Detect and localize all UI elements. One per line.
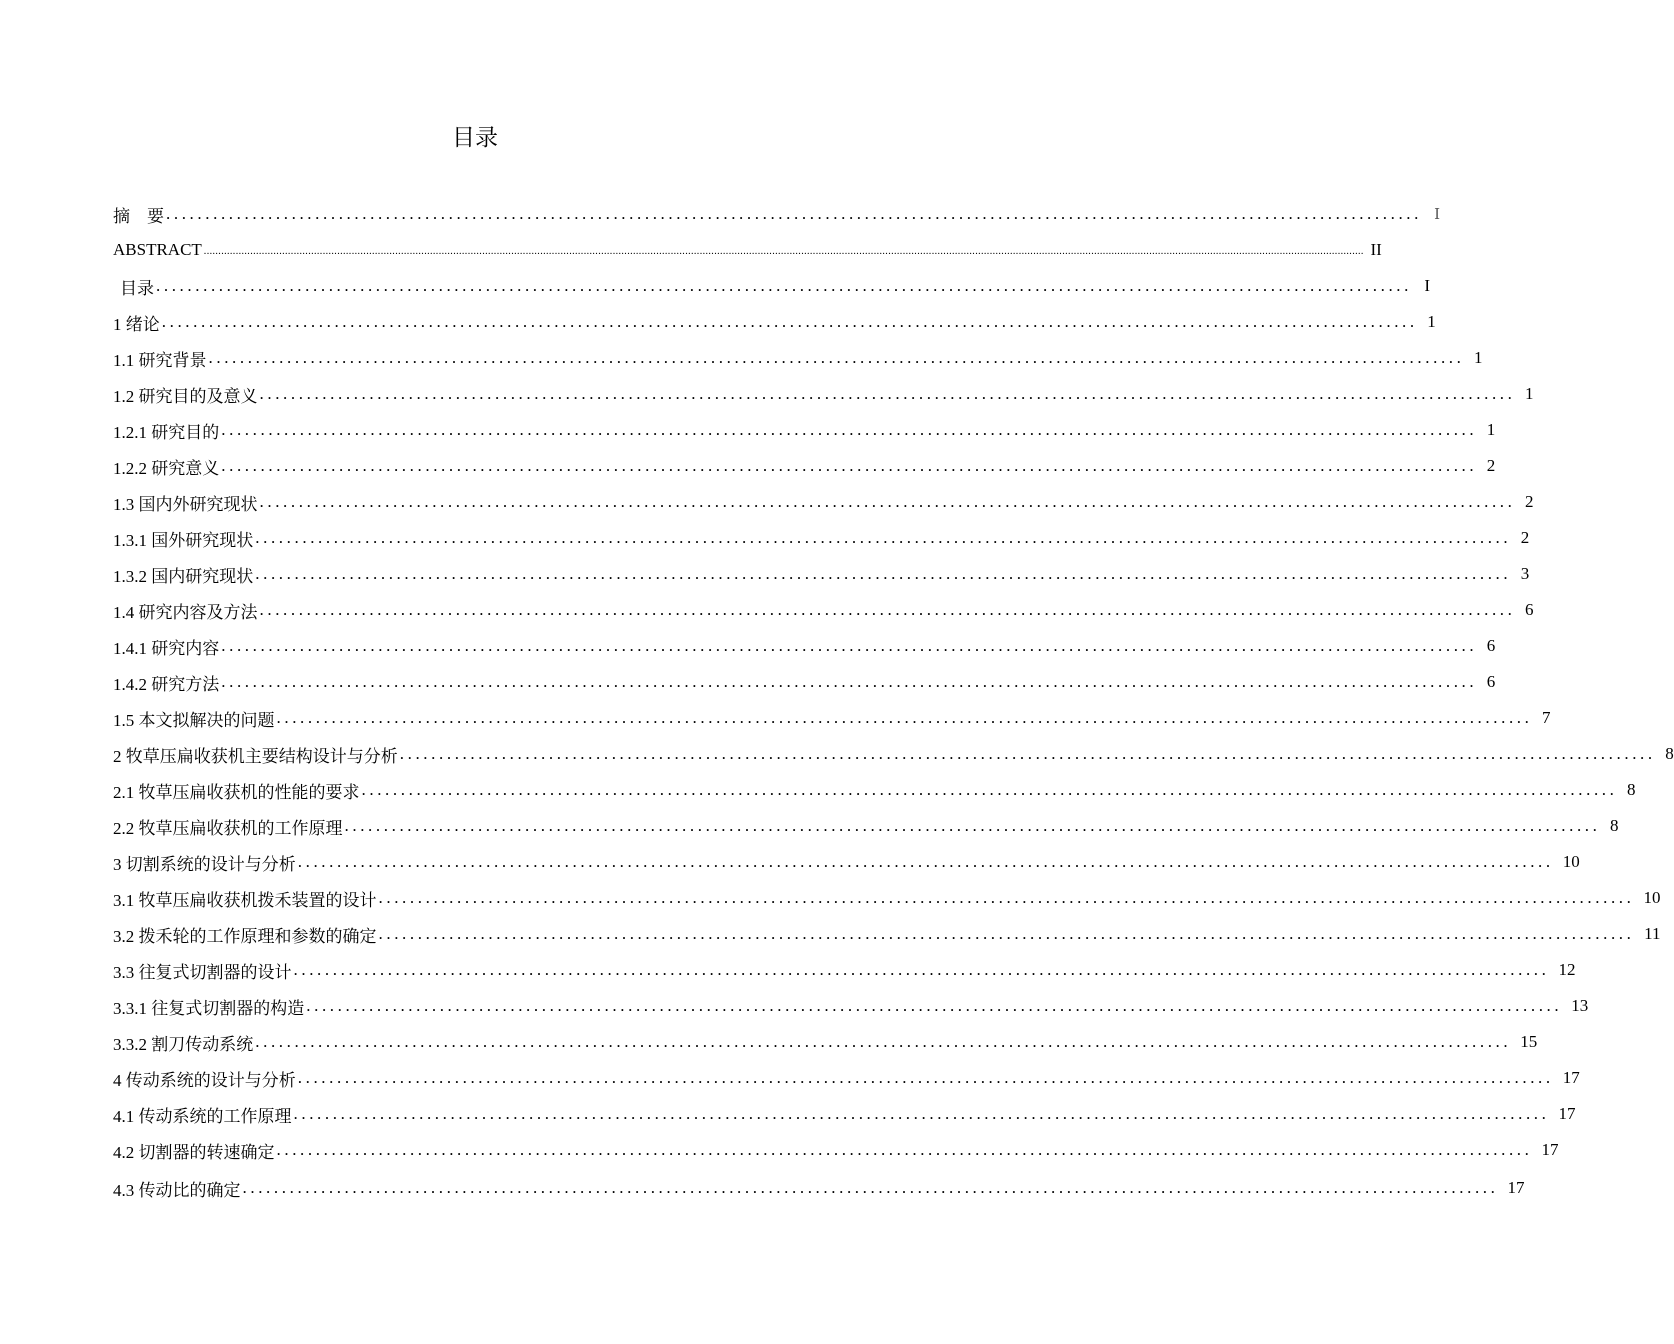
toc-entry-title: 2.2 牧草压扁收获机的工作原理 bbox=[113, 818, 343, 838]
toc-dot-leader: ................................................................................................................................................................ bbox=[378, 888, 1635, 907]
toc-entry[interactable] bbox=[113, 1024, 1538, 1060]
toc-entry-title: 2 牧草压扁收获机主要结构设计与分析 bbox=[113, 746, 398, 766]
toc-dot-leader: ................................................................................................................................................................ bbox=[378, 924, 1635, 943]
toc-page-number: II bbox=[1370, 240, 1382, 259]
toc-entry[interactable] bbox=[113, 664, 1496, 700]
toc-entry-title: 3 切割系统的设计与分析 bbox=[113, 854, 296, 874]
toc-dot-leader: ................................................................................................................................................................ bbox=[293, 960, 1550, 979]
toc-entry[interactable] bbox=[113, 556, 1530, 592]
toc-entry-title: 2.1 牧草压扁收获机的性能的要求 bbox=[113, 782, 360, 802]
toc-page-number: 6 bbox=[1486, 636, 1496, 655]
toc-entry[interactable] bbox=[113, 988, 1589, 1024]
toc-entry[interactable] bbox=[113, 412, 1496, 448]
toc-page-number: 17 bbox=[1562, 1068, 1580, 1087]
toc-dot-leader: ................................................................................................................................................................ bbox=[255, 528, 1512, 547]
toc-entry-title: 3.3.2 割刀传动系统 bbox=[113, 1034, 254, 1054]
toc-entry[interactable] bbox=[113, 880, 1661, 916]
toc-dot-leader: ................................................................................................................................................................ bbox=[399, 744, 1656, 763]
toc-page-number: I bbox=[1424, 276, 1430, 295]
toc-dot-leader: ................................................................................................................................................................ bbox=[221, 420, 1478, 439]
toc-page-number: 6 bbox=[1486, 672, 1496, 691]
toc-entry[interactable] bbox=[113, 232, 1382, 268]
toc-entry-title: 1.4 研究内容及方法 bbox=[113, 602, 258, 622]
toc-entry[interactable] bbox=[113, 448, 1496, 484]
toc-dot-leader: ................................................................................................................................................................ bbox=[161, 312, 1418, 331]
toc-page-number: 17 bbox=[1541, 1140, 1559, 1159]
toc-entry-title: 目录 bbox=[120, 278, 154, 298]
toc-page-number: 2 bbox=[1486, 456, 1496, 475]
toc-entry[interactable] bbox=[113, 520, 1530, 556]
toc-entry-title: 4.1 传动系统的工作原理 bbox=[113, 1106, 292, 1126]
toc-page-number: 1 bbox=[1474, 348, 1483, 367]
toc-dot-leader: ................................................................................................................................................................ bbox=[259, 384, 1516, 403]
toc-page-number: 11 bbox=[1644, 924, 1661, 943]
toc-dot-leader: ................................................................................................................................................................ bbox=[297, 852, 1554, 871]
toc-dot-leader: ................................................................................................................................................................ bbox=[255, 1032, 1512, 1051]
toc-entry[interactable] bbox=[113, 592, 1534, 628]
toc-page-number: 15 bbox=[1520, 1032, 1538, 1051]
toc-page-number: Ⅰ bbox=[1434, 205, 1440, 223]
toc-dot-leader: ................................................................................................................................................................ bbox=[208, 348, 1465, 367]
toc-entry[interactable] bbox=[113, 484, 1534, 520]
toc-dot-leader: ................................................................................................................................................................ bbox=[297, 1068, 1554, 1087]
toc-dot-leader: ................................................................................................................................................................ bbox=[156, 276, 1412, 295]
toc-dot-leader: ................................................................................................................................................................ bbox=[221, 636, 1478, 655]
toc-entry-title: 1.4.2 研究方法 bbox=[113, 674, 220, 694]
table-of-contents bbox=[113, 196, 1674, 1208]
toc-dot-leader: ................................................................................................................................................................ bbox=[221, 456, 1478, 475]
toc-entry[interactable] bbox=[113, 340, 1483, 376]
toc-dot-leader: ................................................................................................................................................................ bbox=[221, 672, 1478, 691]
toc-page-number: 17 bbox=[1558, 1104, 1576, 1123]
toc-dot-leader: ................................................................................................................................................................ bbox=[361, 780, 1618, 799]
toc-entry-title: 1.3.1 国外研究现状 bbox=[113, 530, 254, 550]
toc-entry-title: 1.3.2 国内研究现状 bbox=[113, 566, 254, 586]
toc-entry[interactable] bbox=[113, 952, 1576, 988]
toc-dot-leader: ................................................................................................................................................................ bbox=[293, 1104, 1550, 1123]
toc-page-number: 13 bbox=[1571, 996, 1589, 1015]
toc-entry[interactable] bbox=[113, 304, 1436, 340]
toc-page-number: 1 bbox=[1486, 420, 1496, 439]
toc-dot-leader: ................................................................................................................................................................ bbox=[242, 1178, 1499, 1197]
toc-entry-title: 4.2 切割器的转速确定 bbox=[113, 1142, 275, 1162]
toc-page-number: 2 bbox=[1525, 492, 1534, 511]
toc-entry[interactable] bbox=[113, 196, 1440, 232]
toc-entry-title: 1.2 研究目的及意义 bbox=[113, 386, 258, 406]
toc-entry[interactable] bbox=[113, 1096, 1576, 1132]
toc-dot-leader: ................................................................................................................................................................ bbox=[255, 564, 1512, 583]
toc-dot-leader: ................................................................................................................................................................................................................................................................................................................................................................................................................ bbox=[203, 246, 1364, 257]
toc-page-number: 3 bbox=[1520, 564, 1530, 583]
toc-page-number: 10 bbox=[1643, 888, 1661, 907]
toc-dot-leader: ................................................................................................................................................................ bbox=[259, 492, 1516, 511]
toc-page-number: 8 bbox=[1610, 816, 1619, 835]
toc-page-number: 10 bbox=[1562, 852, 1580, 871]
toc-page-number: 8 bbox=[1627, 780, 1636, 799]
toc-page-number: 1 bbox=[1427, 312, 1436, 331]
toc-page-number: 1 bbox=[1525, 384, 1534, 403]
toc-dot-leader: ................................................................................................................................................................ bbox=[166, 204, 1422, 223]
toc-entry-title: 1.2.1 研究目的 bbox=[113, 422, 220, 442]
toc-entry[interactable] bbox=[113, 844, 1580, 880]
toc-entry[interactable] bbox=[113, 1060, 1580, 1096]
toc-dot-leader: ................................................................................................................................................................ bbox=[276, 708, 1533, 727]
toc-dot-leader: ................................................................................................................................................................ bbox=[344, 816, 1601, 835]
toc-entry[interactable] bbox=[113, 808, 1619, 844]
page-title: 目录 bbox=[452, 125, 498, 151]
toc-entry-title: 3.2 拨禾轮的工作原理和参数的确定 bbox=[113, 926, 377, 946]
toc-entry-title: 摘 要 bbox=[113, 206, 164, 226]
toc-entry-title: 3.3.1 往复式切割器的构造 bbox=[113, 998, 305, 1018]
toc-page-number: 6 bbox=[1525, 600, 1534, 619]
toc-entry[interactable] bbox=[113, 1168, 1525, 1208]
toc-dot-leader: ................................................................................................................................................................ bbox=[259, 600, 1516, 619]
toc-entry-title: 1.1 研究背景 bbox=[113, 350, 207, 370]
toc-entry-title: ABSTRACT bbox=[113, 240, 202, 259]
toc-entry-title: 1.3 国内外研究现状 bbox=[113, 494, 258, 514]
toc-page-number: 8 bbox=[1665, 744, 1674, 763]
toc-entry[interactable] bbox=[113, 1132, 1559, 1168]
toc-dot-leader: ................................................................................................................................................................ bbox=[306, 996, 1563, 1015]
toc-entry-title: 3.1 牧草压扁收获机拨禾装置的设计 bbox=[113, 890, 377, 910]
toc-entry[interactable] bbox=[113, 700, 1551, 736]
toc-entry-title: 3.3 往复式切割器的设计 bbox=[113, 962, 292, 982]
toc-dot-leader: ................................................................................................................................................................ bbox=[276, 1140, 1533, 1159]
toc-entry-title: 1 绪论 bbox=[113, 314, 160, 334]
toc-entry[interactable] bbox=[113, 772, 1636, 808]
toc-entry[interactable] bbox=[113, 268, 1430, 304]
toc-entry-title: 1.5 本文拟解决的问题 bbox=[113, 710, 275, 730]
toc-entry-title: 4.3 传动比的确定 bbox=[113, 1180, 241, 1200]
toc-entry[interactable] bbox=[113, 916, 1661, 952]
toc-page-number: 12 bbox=[1558, 960, 1576, 979]
toc-entry-title: 1.2.2 研究意义 bbox=[113, 458, 220, 478]
toc-entry[interactable] bbox=[113, 628, 1496, 664]
toc-entry[interactable] bbox=[113, 376, 1534, 412]
toc-page-number: 2 bbox=[1520, 528, 1530, 547]
toc-page-number: 7 bbox=[1542, 708, 1551, 727]
toc-page-number: 17 bbox=[1507, 1178, 1525, 1197]
toc-entry-title: 1.4.1 研究内容 bbox=[113, 638, 220, 658]
toc-entry-title: 4 传动系统的设计与分析 bbox=[113, 1070, 296, 1090]
toc-entry[interactable] bbox=[113, 736, 1674, 772]
